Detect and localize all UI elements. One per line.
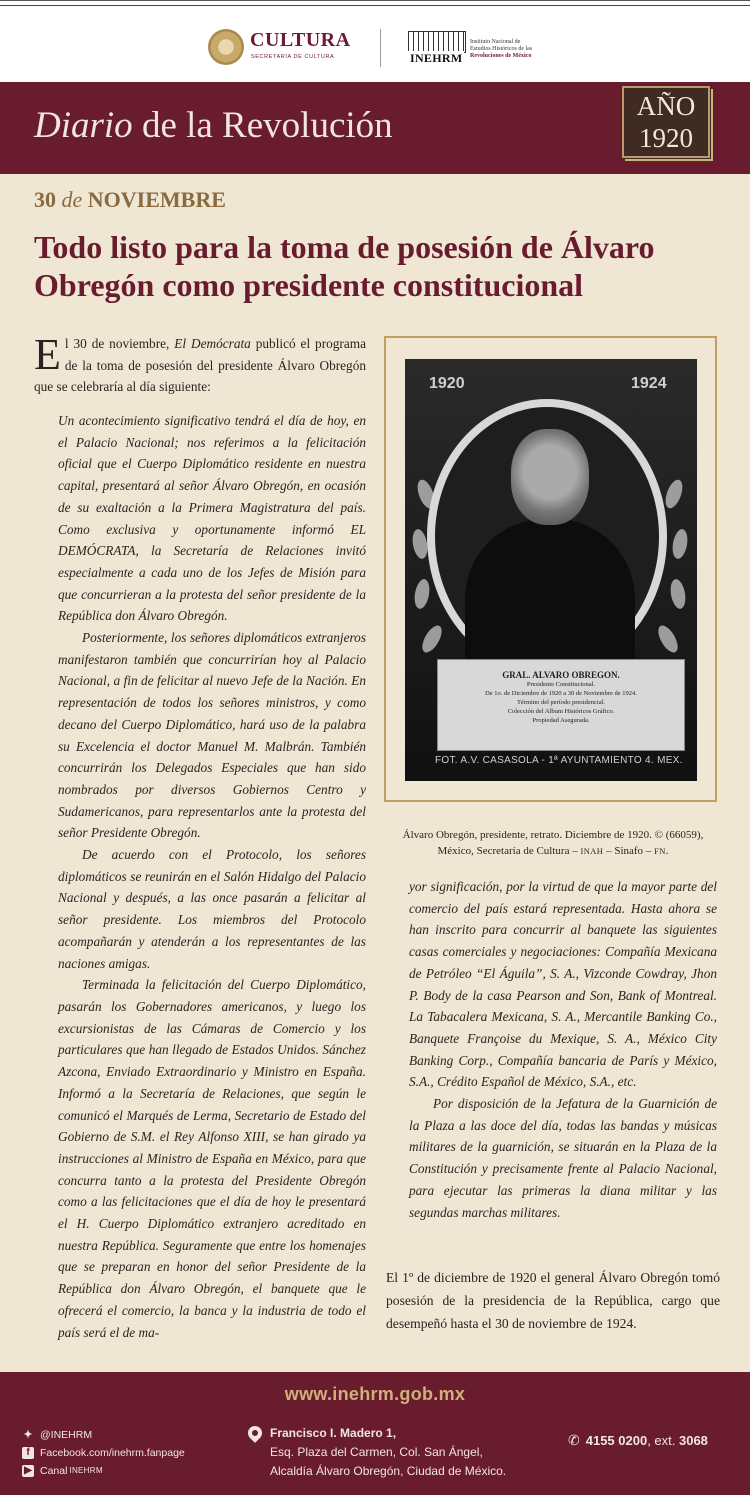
- masthead-title: Diario de la Revolución: [34, 105, 393, 146]
- youtube-icon: ▶: [22, 1465, 34, 1477]
- footer: [0, 1372, 750, 1495]
- youtube-link[interactable]: ▶ Canal INEHRM: [22, 1462, 185, 1480]
- drop-cap: E: [34, 330, 61, 379]
- year-badge: [622, 86, 710, 158]
- quote-paragraph: Por disposición de la Jefatura de la Guarnición de la Plaza a las doce del día, todas las bandas y músicas militares de la guarnición, se situarán en la Plaza de la Constitución y precisamente frente al Palacio Nacional, para ejecutar las primeras la diana militar y las segundas marchas militares.: [409, 1096, 717, 1220]
- quote-paragraph: Posteriormente, los señores diplomáticos extranjeros manifestaron también que concurrirían hoy al Palacio Nacional, a fin de felicitar al nuevo Jefe de la Nación. En representación de todos los señores ministros, y como decano del Cuerpo Diplomático, hará uso de la palabra su Excelencia el doctor Manuel M. Malbrán. También concurrirán los Delegados Especiales que han sido nombrados por diversos Gobiernos Centro y Sudamericanos, para representarlos ante la protesta del señor Presidente Obregón.: [58, 630, 366, 841]
- phone-icon: ✆: [568, 1432, 580, 1448]
- photo-nameplate: GRAL. ALVARO OBREGON. Presidente Constitucional. De 1o. de Diciembre de 1920 a 30 de Noviembre de 1924. Término del período presidencial. Colección del Album Históricos Gráfico. Propiedad Asegurada.: [437, 659, 685, 751]
- quote-paragraph: Terminada la felicitación del Cuerpo Diplomático, pasarán los Gobernadores americanos, y luego los excursionistas de las Cámaras de Comercio y los particulares que han llegado de Estados Unidos. Sánchez Azcona, Enviado Extraordinario y Ministro en España. Informó a la Secretaría de Relaciones, que según le comunicó el Marqués de Lerma, Secretario de Estado del Gobierno de S.M. el Rey Alfonso XIII, se han girado ya instrucciones al Ministro de España en México, para que concurra tanto a la protesta del Presidente Obregón como a las felicitaciones que el día de hoy le presentará el H. Cuerpo Diplomático extranjero acreditado en nuestra República. Seguramente que entre los homenajes que se preparan en honor del señor Presidente de la República don Álvaro Obregón, el banquete que le ofrecerá el comercio, la banca y la industria de todo el país será el de ma-: [58, 977, 366, 1340]
- portrait-face: [511, 429, 589, 525]
- intro-paragraph: El 30 de noviembre, El Demócrata publicó el programa de la toma de posesión del presidente Álvaro Obregón que se celebraría al día siguiente:: [34, 330, 367, 395]
- facebook-link[interactable]: f Facebook.com/inehrm.fanpage: [22, 1444, 185, 1462]
- year-label: AÑO: [636, 91, 696, 121]
- inehrm-wordmark: INEHRM: [410, 51, 463, 65]
- quote-paragraph: De acuerdo con el Protocolo, los señores diplomáticos se reunirán en el Salón Hidalgo del Palacio Nacional y después, a las once pasarán a felicitar al señor presidente. Los miembros del Protocolo acompañarán y atenderán a los representantes de las naciones amigas.: [58, 847, 366, 971]
- cultura-wordmark: CULTURA: [250, 29, 351, 51]
- photo-frame: [384, 336, 717, 802]
- dateline: 30 de NOVIEMBRE: [34, 187, 226, 212]
- logo-divider: [380, 29, 381, 67]
- twitter-icon: ✦: [23, 1429, 33, 1441]
- location-pin-icon: [245, 1423, 265, 1443]
- newspaper-name: El Demócrata: [174, 336, 251, 351]
- photo-year-right: 1924: [631, 375, 667, 392]
- website-link[interactable]: www.inehrm.gob.mx: [284, 1384, 466, 1404]
- closing-paragraph: El 1º de diciembre de 1920 el general Álvaro Obregón tomó posesión de la presidencia de la República, cargo que desempeñó hasta el 30 de noviembre de 1924.: [386, 1270, 720, 1331]
- facebook-icon: f: [22, 1447, 34, 1459]
- inehrm-logo[interactable]: [408, 31, 548, 67]
- quote-left-column: [58, 410, 366, 1343]
- quote-paragraph: yor significación, por la virtud de que la mayor parte del comercio del país estará representada. Hasta ahora se han inscrito para concurrir al banquete las siguientes casas comerciales y negociaciones: Compañía Mexicana de Petróleo “El Águila”, S. A., Vizconde Cowdray, Jhon P. Body de la casa Pearson and Son, Bank of Montreal. La Tabacalera Mexicana, S. A., Mercantile Banking Co., Banquete Françoise du Mexique, S. A., México City Banking Corp., Compañía bancaria de París y México, S.A., Crédito Español de México, S.A., etc.: [409, 879, 717, 1090]
- quote-right-column: [409, 876, 717, 1223]
- portrait-photo: [405, 359, 697, 781]
- twitter-link[interactable]: ✦ @INEHRM: [23, 1429, 93, 1441]
- photo-caption: Álvaro Obregón, presidente, retrato. Diciembre de 1920. © (66059), México, Secretaría de Cultura – INAH – Sinafo – FN.: [402, 829, 704, 857]
- portrait-figure: [465, 519, 635, 669]
- phone-number[interactable]: ✆ 4155 0200, ext. 3068: [568, 1432, 708, 1448]
- national-seal-icon: [208, 29, 244, 65]
- building-icon: [408, 31, 466, 53]
- top-rule: [0, 5, 750, 6]
- quote-paragraph: Un acontecimiento significativo tendrá el día de hoy, en el Palacio Nacional; nos referimos a la felicitación oficial que el Cuerpo Diplomático residente en nuestra capital, presentará al señor Álvaro Obregón, en ocasión de su exaltación a la Primera Magistratura del país. Como exclusiva y oportunamente informó EL DEMÓCRATA, la Secretaría de Relaciones invitó especialmente a cada uno de los Jefes de Misión para que concurrieran a la protesta del señor presidente de la República don Álvaro Obregón.: [58, 413, 366, 624]
- address: Francisco I. Madero 1, Esq. Plaza del Carmen, Col. San Ángel, Alcaldía Álvaro Obregón, Ciudad de México.: [248, 1424, 506, 1481]
- year-value: 1920: [639, 123, 693, 153]
- photo-year-left: 1920: [429, 375, 465, 392]
- social-links: [22, 1426, 185, 1480]
- photo-credit: FOT. A.V. CASASOLA - 1ª AYUNTAMIENTO 4. MEX.: [435, 755, 683, 766]
- cultura-logo[interactable]: [208, 27, 368, 67]
- inehrm-fullname: Instituto Nacional de Estudios Históricos de las Revoluciones de México: [470, 39, 533, 59]
- top-logo-bar: [0, 0, 750, 82]
- headline: Todo listo para la toma de posesión de Álvaro Obregón como presidente constitucional: [34, 229, 655, 303]
- cultura-subtitle: SECRETARÍA DE CULTURA: [251, 54, 335, 60]
